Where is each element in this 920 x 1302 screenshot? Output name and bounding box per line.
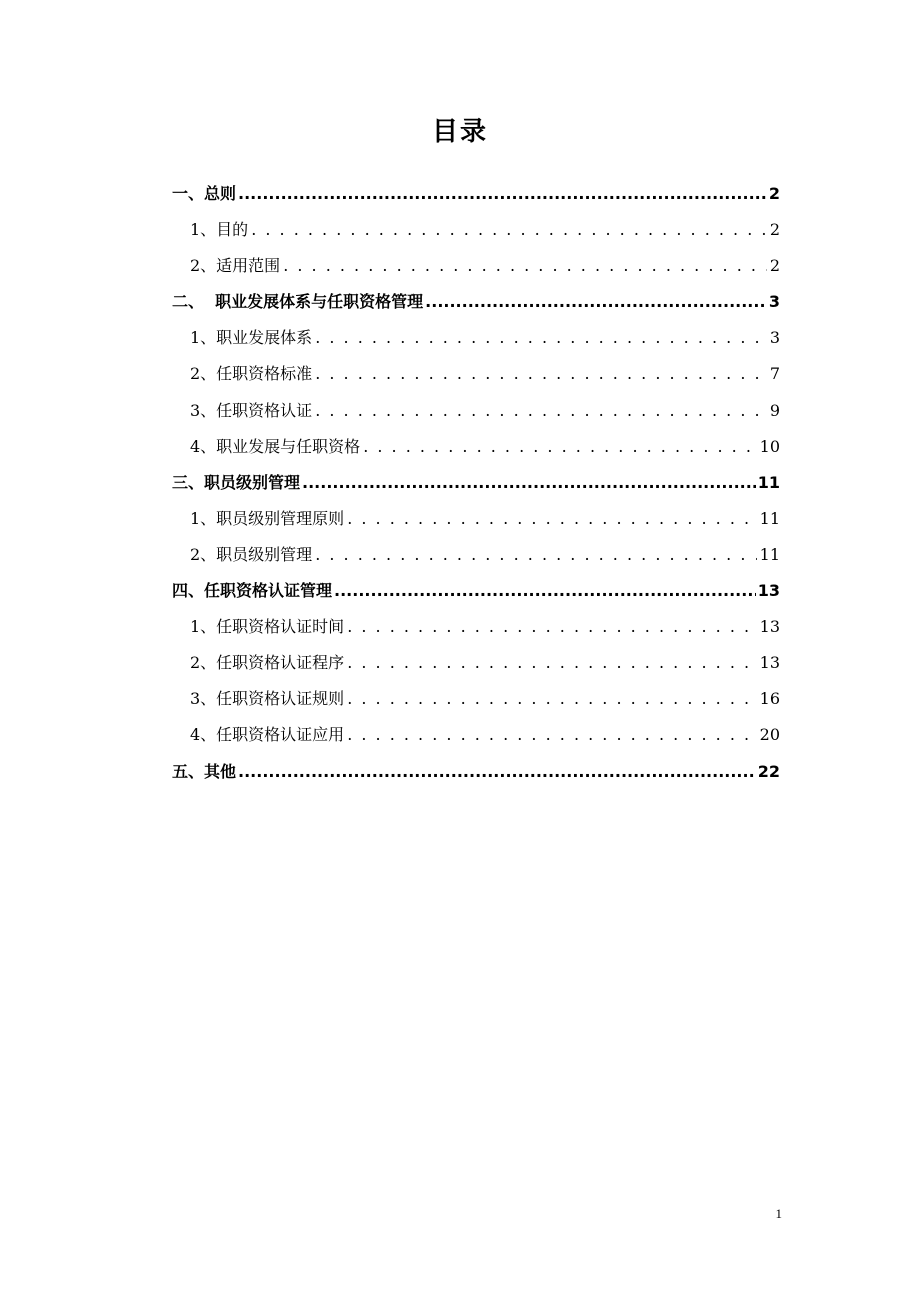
toc-entry-page: 7 (769, 364, 780, 384)
toc-entry-scope[interactable] (172, 248, 780, 284)
toc-entry-label: 二、 职业发展体系与任职资格管理 (172, 292, 424, 312)
toc-dot-leader (363, 429, 756, 465)
toc-entry-label: 五、其他 (172, 761, 237, 781)
toc-dot-leader (425, 284, 767, 320)
toc-entry-label: 2、任职资格标准 (190, 364, 313, 384)
toc-entry-page: 9 (769, 400, 780, 420)
toc-entry-label: 4、任职资格认证应用 (190, 725, 345, 745)
toc-entry-certification-management[interactable] (172, 573, 780, 609)
toc-entry-page: 2 (768, 184, 780, 203)
toc-dot-leader (315, 393, 767, 429)
toc-entry-label: 四、任职资格认证管理 (172, 581, 333, 601)
toc-entry-label: 4、职业发展与任职资格 (190, 436, 361, 456)
toc-dot-leader (302, 465, 756, 501)
toc-entry-qualification-certification[interactable] (172, 393, 780, 429)
toc-entry-page: 11 (759, 508, 780, 528)
toc-entry-label: 1、任职资格认证时间 (190, 617, 345, 637)
toc-entry-certification-time[interactable] (172, 609, 780, 645)
toc-entry-page: 13 (759, 653, 780, 673)
toc-dot-leader (315, 537, 756, 573)
toc-entry-label: 3、任职资格认证规则 (190, 689, 345, 709)
toc-entry-page: 3 (768, 292, 780, 312)
toc-entry-general[interactable] (172, 176, 780, 212)
toc-entry-label: 2、职员级别管理 (190, 544, 313, 564)
toc-entry-label: 2、适用范围 (190, 256, 281, 276)
toc-dot-leader (334, 573, 756, 609)
toc-entry-page: 13 (757, 581, 780, 601)
toc-entry-label: 1、目的 (190, 220, 249, 240)
toc-entry-page: 13 (759, 617, 780, 637)
toc-entry-label: 3、任职资格认证 (190, 400, 313, 420)
toc-dot-leader (238, 754, 756, 790)
page-number: 1 (775, 1206, 782, 1221)
toc-dot-leader (347, 681, 756, 717)
toc-entry-certification-rules[interactable] (172, 681, 780, 717)
toc-dot-leader (283, 248, 767, 284)
toc-list (172, 176, 780, 790)
toc-dot-leader (347, 501, 756, 537)
toc-entry-page: 16 (759, 689, 780, 709)
toc-dot-leader (347, 645, 756, 681)
toc-entry-career-and-qualification[interactable] (172, 429, 780, 465)
toc-dot-leader (347, 717, 756, 753)
toc-entry-page: 2 (769, 256, 780, 276)
toc-entry-career-system[interactable] (172, 284, 780, 320)
toc-entry-page: 3 (769, 328, 780, 348)
toc-entry-staff-level-principles[interactable] (172, 501, 780, 537)
toc-entry-staff-level-management[interactable] (172, 537, 780, 573)
toc-entry-qualification-standards[interactable] (172, 356, 780, 392)
toc-entry-page: 10 (759, 436, 780, 456)
toc-title: 目录 (431, 117, 488, 147)
toc-entry-page: 2 (769, 220, 780, 240)
toc-entry-label: 2、任职资格认证程序 (190, 653, 345, 673)
toc-entry-page: 11 (759, 544, 780, 564)
toc-entry-other[interactable] (172, 754, 780, 790)
toc-entry-staff-level[interactable] (172, 465, 780, 501)
toc-entry-label: 1、职员级别管理原则 (190, 508, 345, 528)
toc-entry-page: 22 (757, 761, 780, 781)
toc-entry-purpose[interactable] (172, 212, 780, 248)
toc-entry-label: 一、总则 (172, 184, 237, 203)
toc-entry-page: 11 (757, 472, 780, 492)
toc-dot-leader (315, 320, 767, 356)
toc-dot-leader (238, 176, 767, 212)
toc-dot-leader (315, 356, 767, 392)
toc-entry-page: 20 (759, 725, 780, 745)
toc-entry-certification-application[interactable] (172, 717, 780, 753)
toc-dot-leader (347, 609, 756, 645)
toc-entry-label: 三、职员级别管理 (172, 472, 301, 492)
toc-entry-certification-procedure[interactable] (172, 645, 780, 681)
toc-entry-career-development[interactable] (172, 320, 780, 356)
toc-entry-label: 1、职业发展体系 (190, 328, 313, 348)
toc-dot-leader (251, 212, 767, 248)
